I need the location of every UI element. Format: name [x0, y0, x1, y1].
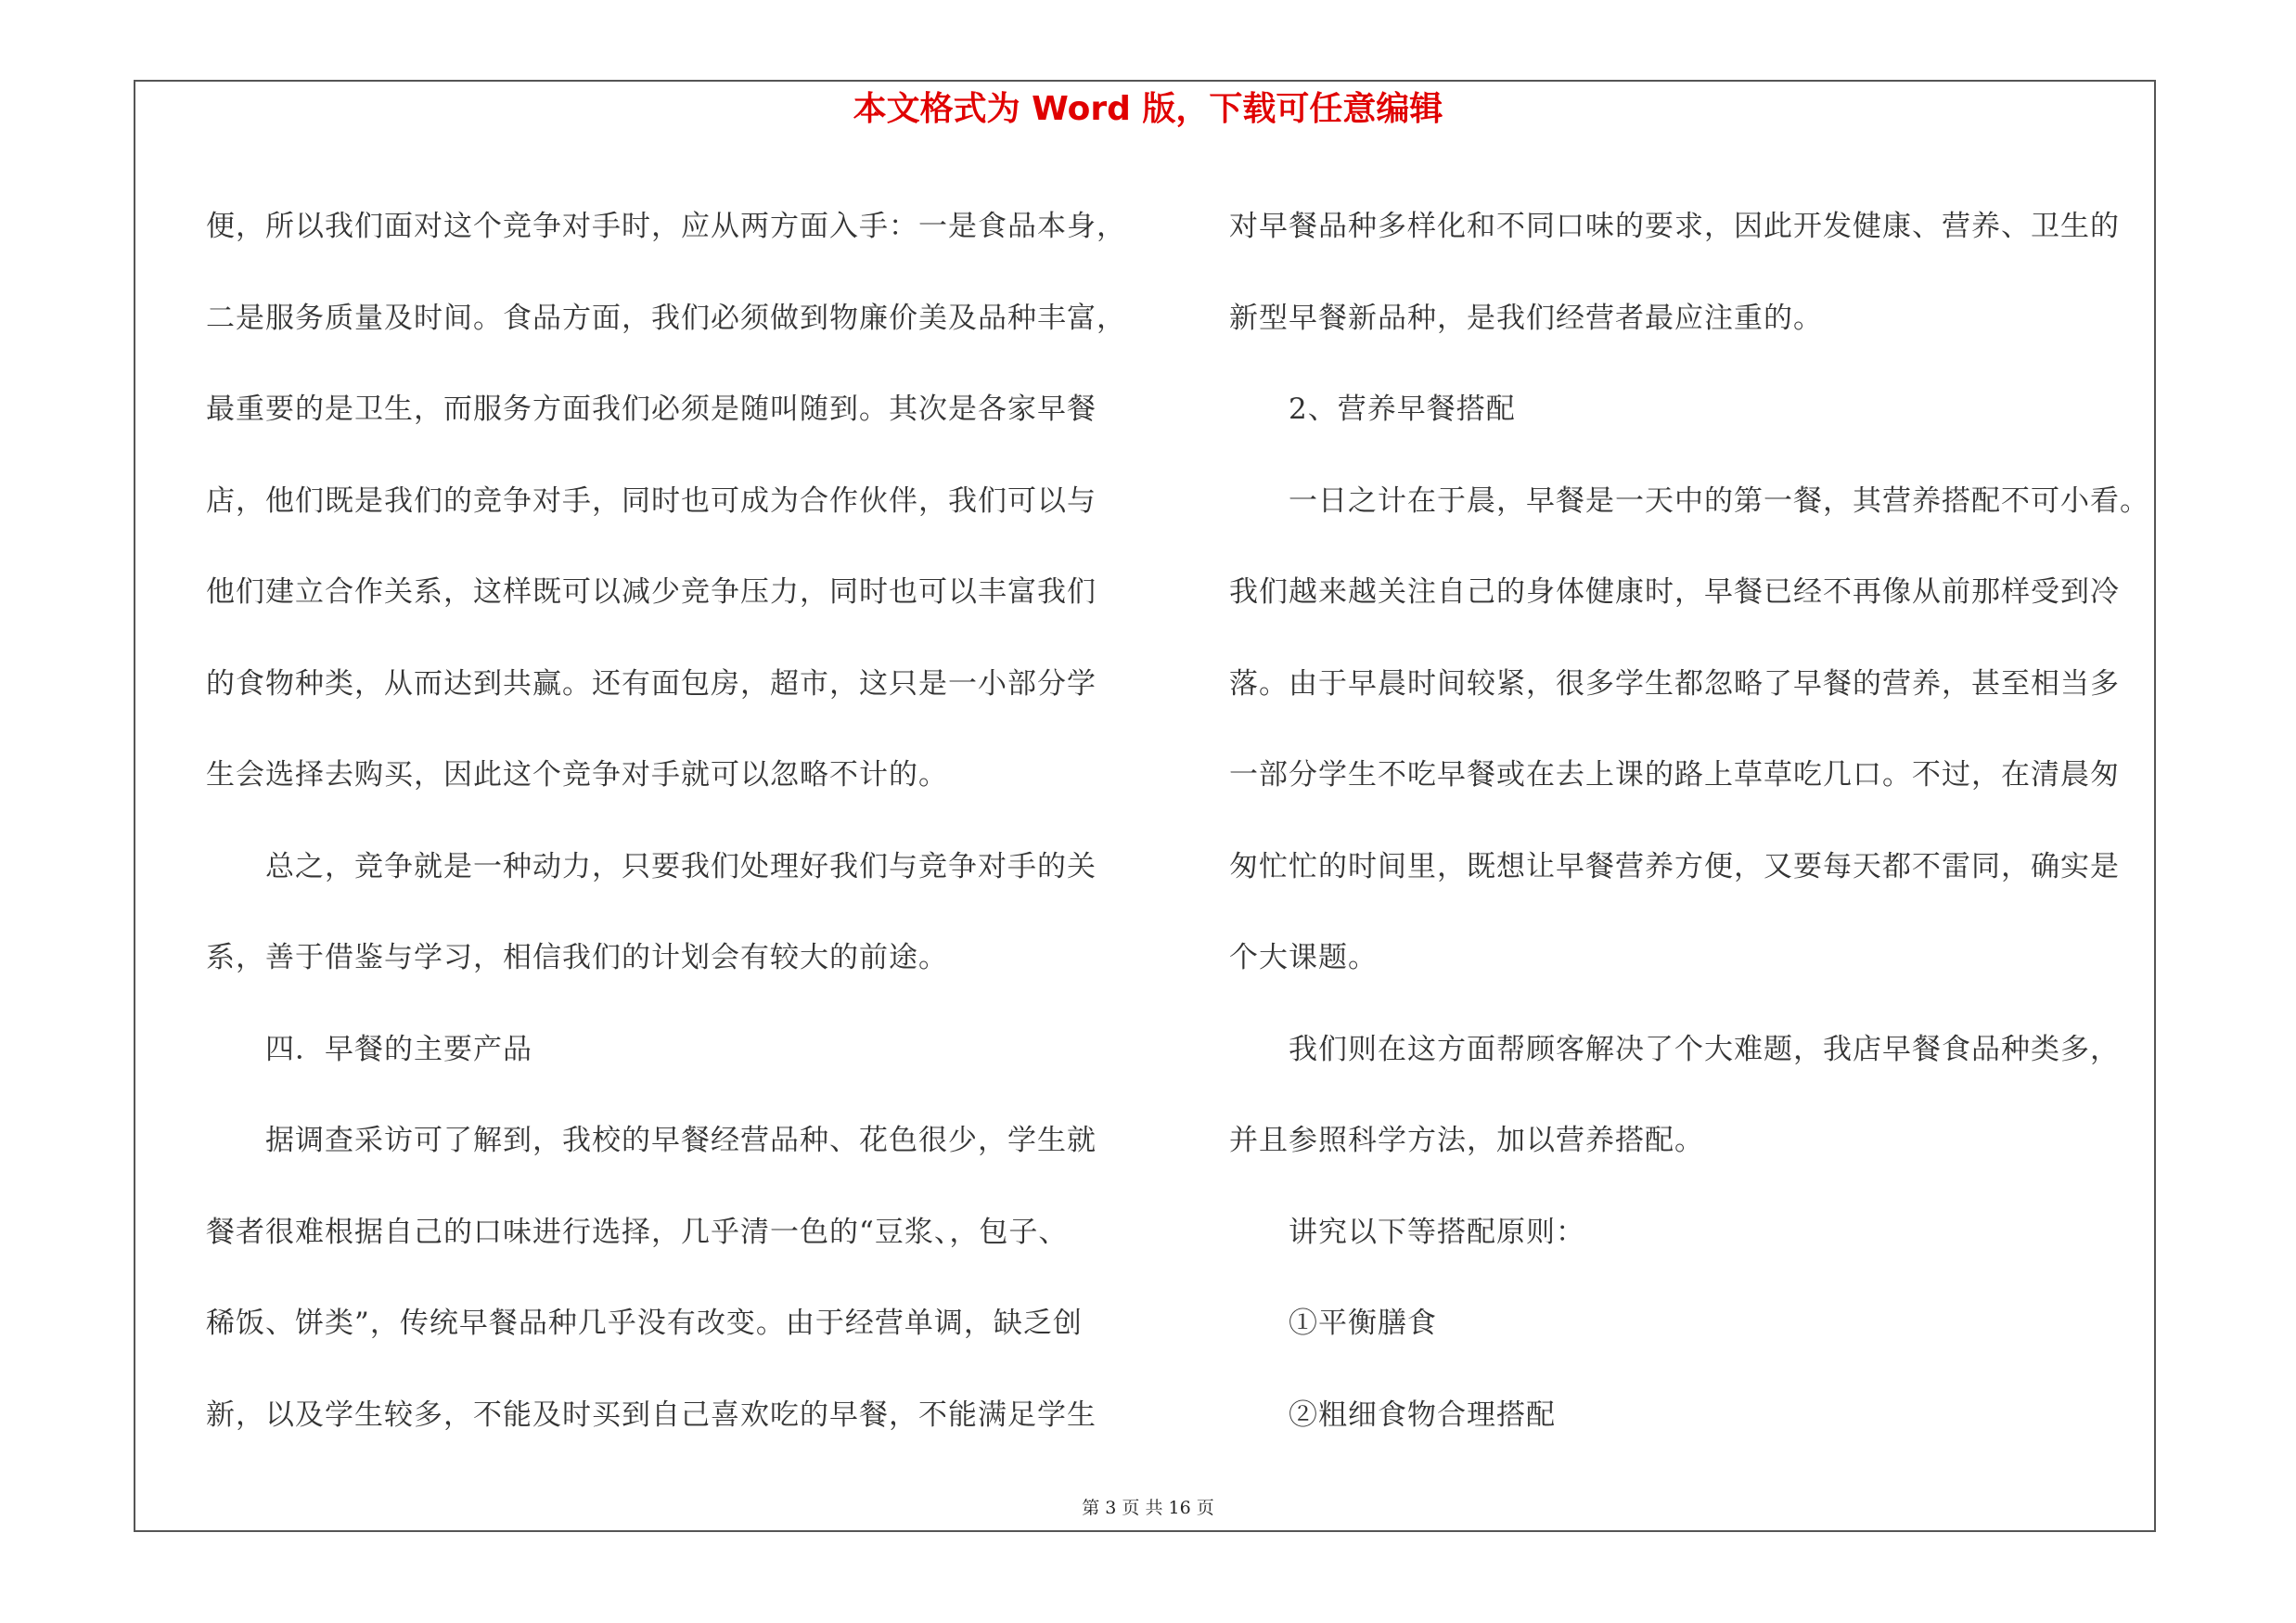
list-item-food-pairing: ②粗细食物合理搭配	[1229, 1398, 1556, 1432]
left-line-6: 的食物种类，从而达到共赢。还有面包房，超市，这只是一小部分学	[206, 666, 1097, 701]
right-line-2: 新型早餐新品种，是我们经营者最应注重的。	[1229, 301, 1823, 335]
section-heading-products: 四．早餐的主要产品	[206, 1032, 532, 1066]
right-line-1: 对早餐品种多样化和不同口味的要求，因此开发健康、营养、卫生的	[1229, 210, 2120, 243]
left-line-7: 生会选择去购买，因此这个竞争对手就可以忽略不计的。	[206, 758, 948, 792]
right-line-8: 匆忙忙的时间里，既想让早餐营养方便，又要每天都不雷同，确实是	[1229, 849, 2120, 883]
section-heading-nutrition: 2、营养早餐搭配	[1229, 393, 1516, 426]
left-line-9: 系，善于借鉴与学习，相信我们的计划会有较大的前途。	[206, 941, 948, 974]
left-text-column	[206, 181, 1143, 1461]
right-line-12: 讲究以下等搭配原则：	[1229, 1215, 1585, 1249]
right-line-5: 我们越来越关注自己的身体健康时，早餐已经不再像从前那样受到冷	[1229, 575, 2120, 609]
left-line-14: 新，以及学生较多，不能及时买到自己喜欢吃的早餐，不能满足学生	[206, 1398, 1097, 1432]
list-item-balanced-diet: ①平衡膳食	[1229, 1307, 1437, 1340]
right-line-10: 我们则在这方面帮顾客解决了个大难题，我店早餐食品种类多，	[1229, 1032, 2120, 1066]
word-format-banner: 本文格式为 Word 版，下载可任意编辑	[853, 90, 1443, 128]
left-line-13: 稀饭、饼类”，传统早餐品种几乎没有改变。由于经营单调，缺乏创	[206, 1307, 1083, 1340]
left-line-2: 二是服务质量及时间。食品方面，我们必须做到物廉价美及品种丰富，	[206, 301, 1126, 335]
left-line-5: 他们建立合作关系，这样既可以减少竞争压力，同时也可以丰富我们	[206, 575, 1097, 609]
left-line-12: 餐者很难根据自己的口味进行选择，几乎清一色的“豆浆、，包子、	[206, 1215, 1069, 1249]
right-line-11: 并且参照科学方法，加以营养搭配。	[1229, 1124, 1704, 1157]
right-line-9: 个大课题。	[1229, 941, 1378, 974]
left-line-8: 总之，竞争就是一种动力，只要我们处理好我们与竞争对手的关	[206, 849, 1097, 883]
page-number-footer: 第 3 页 共 16 页	[1082, 1498, 1214, 1518]
right-line-4: 一日之计在于晨，早餐是一天中的第一餐，其营养搭配不可小看。	[1229, 483, 2149, 518]
right-line-7: 一部分学生不吃早餐或在去上课的路上草草吃几口。不过，在清晨匆	[1229, 758, 2120, 792]
right-line-6: 落。由于早晨时间较紧，很多学生都忽略了早餐的营养，甚至相当多	[1229, 666, 2120, 701]
left-line-11: 据调查采访可了解到，我校的早餐经营品种、花色很少，学生就	[206, 1124, 1097, 1157]
left-line-1: 便，所以我们面对这个竞争对手时，应从两方面入手：一是食品本身，	[206, 210, 1126, 243]
left-line-3: 最重要的是卫生，而服务方面我们必须是随叫随到。其次是各家早餐	[206, 393, 1097, 426]
left-line-4: 店，他们既是我们的竞争对手，同时也可成为合作伙伴，我们可以与	[206, 483, 1097, 518]
right-text-column	[1229, 181, 2166, 1461]
